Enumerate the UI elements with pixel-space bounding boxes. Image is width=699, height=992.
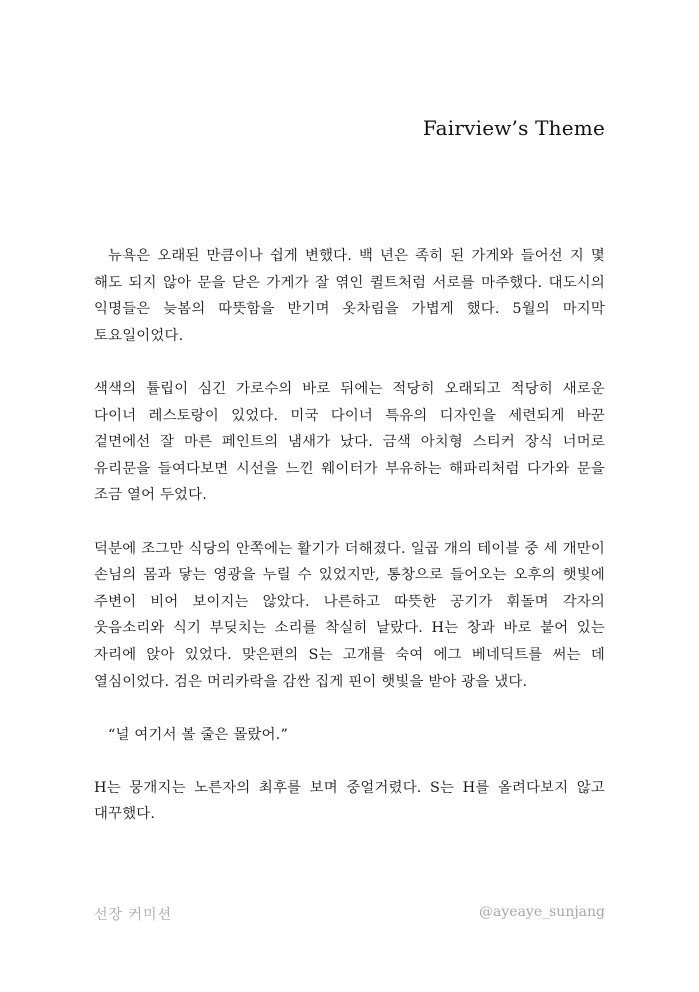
document-body: [94, 243, 605, 855]
paragraph-3: 덕분에 조그만 식당의 안쪽에는 활기가 더해졌다. 일곱 개의 테이블 중 세 개만이 손님의 몸과 닿는 영광을 누릴 수 있었지만, 통창으로 들어오는 오후의 햇빛에 주변이 비어 보이지는 않았다. 나른하고 따뜻한 공기가 휘돌며 각자의 웃음소리와 식기 부딪치는 소리를 착실히 날랐다. H는 창과 바로 붙어 있는 자리에 앉아 있었다. 맞은편의 S는 고개를 숙여 에그 베네딕트를 써는 데 열심이었다. 검은 머리카락을 감싼 집게 핀이 햇빛을 받아 광을 냈다.: [94, 540, 605, 690]
footer-handle: @ayeaye_sunjang: [479, 904, 605, 920]
paragraph-1: 뉴욕은 오래된 만큼이나 쉽게 변했다. 백 년은 족히 된 가게와 들어선 지 몇 해도 되지 않아 문을 닫은 가게가 잘 엮인 퀼트처럼 서로를 마주했다. 대도시의 익명들은 늦봄의 따뜻함을 반기며 옷차림을 가볍게 했다. 5월의 마지막 토요일이었다.: [94, 248, 605, 344]
dialogue-line: “널 여기서 볼 줄은 몰랐어.”: [108, 726, 288, 743]
footer-credit: 선장 커미션: [94, 907, 173, 923]
paragraph-5: H는 뭉개지는 노른자의 최후를 보며 중얼거렸다. S는 H를 올려다보지 않고 대꾸했다.: [94, 779, 605, 823]
document-title: Fairview’s Theme: [422, 116, 605, 140]
paragraph-2: 색색의 튤립이 심긴 가로수의 바로 뒤에는 적당히 오래되고 적당히 새로운 다이너 레스토랑이 있었다. 미국 다이너 특유의 디자인을 세련되게 바꾼 겉면에선 잘 마른 페인트의 냄새가 났다. 금색 아치형 스티커 장식 너머로 유리문을 들여다보면 시선을 느낀 웨이터가 부유하는 해파리처럼 다가와 문을 조금 열어 두었다.: [94, 380, 605, 504]
